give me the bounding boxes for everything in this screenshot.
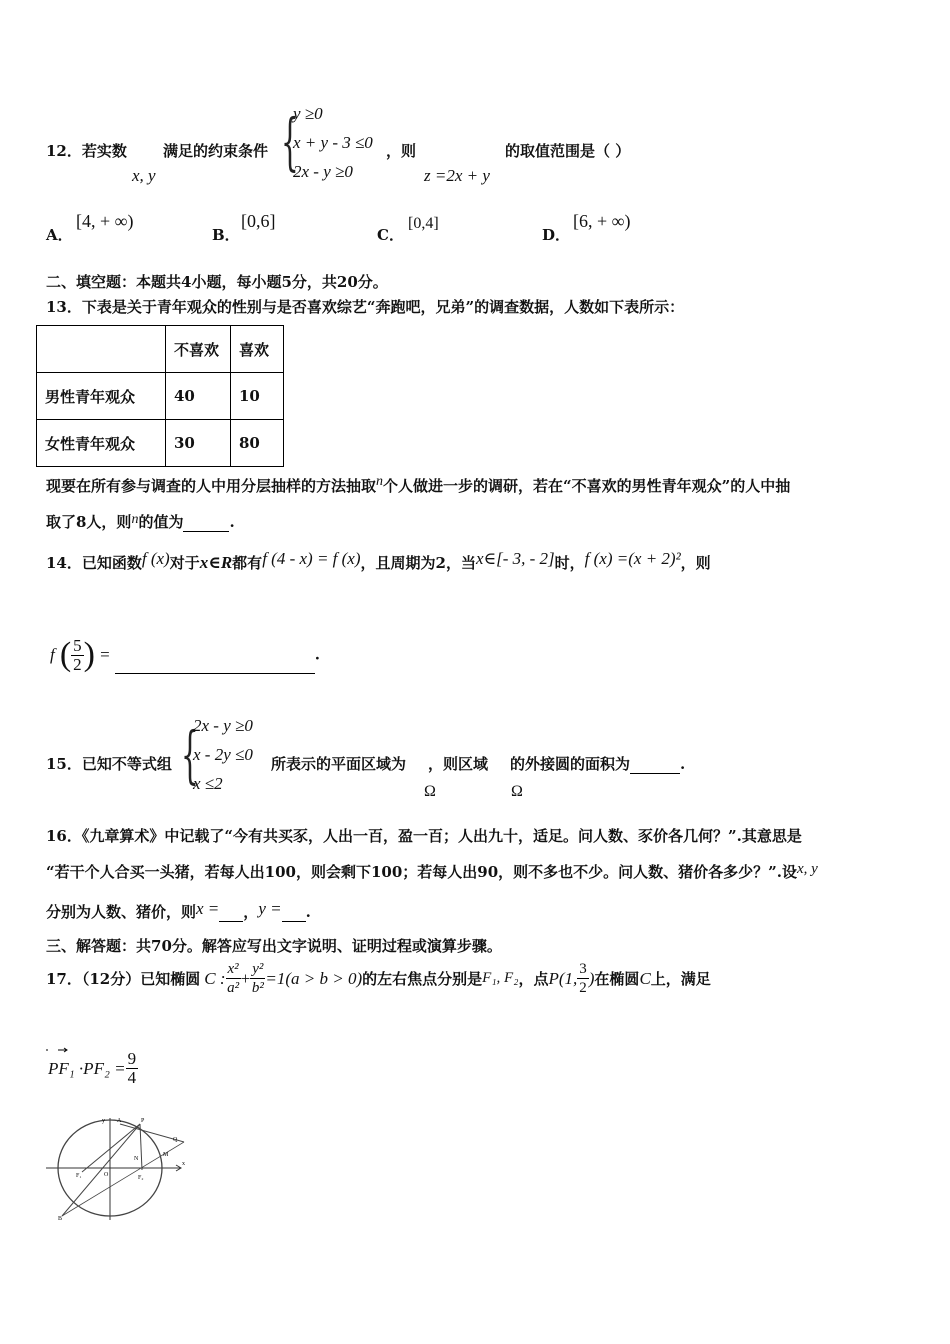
q15-omega-2: Ω [511, 783, 523, 800]
q17-point-close: ) [588, 968, 595, 988]
q12-option-a-value: [4, + ∞) [76, 211, 134, 231]
q17-frac-x [226, 960, 241, 997]
q14-f-sym: f [50, 645, 55, 664]
q13-answer-blank[interactable] [183, 517, 229, 532]
q15-constraint-1: 2x - y ≥0 [193, 716, 253, 735]
q14-t2: 都有 [232, 554, 263, 572]
q12-lead: 12．若实数 [46, 142, 127, 160]
q17-p-den: 2 [579, 980, 587, 996]
q17-dot-frac [126, 1050, 139, 1087]
q17-lead: 17．（12分）已知椭圆 [46, 970, 201, 988]
q12-vars: x, y [132, 166, 156, 185]
q14-t3: ，且周期为2，当 [360, 554, 476, 572]
q13-line1 [46, 474, 790, 496]
q16-end: . [305, 903, 311, 921]
table-cell: 80 [231, 420, 284, 467]
q16-vars: x, y [796, 861, 818, 877]
q14-t4: 时， [554, 554, 585, 572]
q15-answer-blank[interactable] [630, 759, 680, 774]
q17-foci: F₁, F₂ [482, 970, 519, 986]
q17-point-p: P(1, [548, 968, 578, 988]
q13-end: . [229, 513, 235, 531]
q14-fraction [71, 637, 84, 674]
q14-paren-open: ( [59, 636, 72, 673]
q12-option-a-label: A． [46, 226, 73, 244]
table-cell: 女性青年观众 [37, 420, 166, 467]
q17-ellipse-c: C : [204, 968, 226, 988]
q13-line1-b: 个人做进一步的调研，若在“不喜欢的男性青年观众”的人中抽 [383, 477, 791, 495]
q14-t1: 对于 [169, 554, 200, 572]
q17-plus: + [240, 968, 251, 988]
q17-y2: y² [252, 961, 264, 977]
q12-option-c-label: C． [377, 226, 404, 244]
q15-constraint-2: x - 2y ≤0 [193, 745, 253, 764]
q17-dot-den: 4 [127, 1068, 137, 1087]
q16-y-blank[interactable] [282, 907, 306, 922]
q12-constraint-1: y ≥0 [293, 104, 323, 123]
q17-p-num: 3 [579, 961, 587, 977]
label-q: Q [173, 1137, 178, 1143]
q14-frac-num: 5 [73, 635, 82, 655]
q17-frac-p [577, 960, 589, 997]
label-f2: F₂ [138, 1175, 144, 1181]
table-cell: 30 [166, 420, 231, 467]
q17-dot-num: 9 [127, 1049, 137, 1068]
q12-brace: { [281, 105, 299, 178]
q13-line2-a: 取了8人，则 [46, 513, 132, 531]
q15-t1: 所表示的平面区域为 [271, 755, 407, 773]
table-header-cell [37, 326, 166, 373]
table-cell: 10 [231, 373, 284, 420]
q15-omega-1: Ω [424, 783, 436, 800]
q13-n-var-2: n [131, 512, 139, 527]
q14-eq: f (4 - x) = f (x) [262, 549, 361, 568]
line-f1p [82, 1124, 140, 1172]
q17-x2: x² [227, 961, 239, 977]
table-cell: 40 [166, 373, 231, 420]
label-a: A [117, 1118, 122, 1124]
table-row [37, 326, 284, 373]
q12-z-expr: z =2x + y [424, 166, 490, 185]
q14-interval: x∈[- 3, - 2] [475, 549, 555, 568]
q14-paren-close: ) [83, 636, 95, 673]
section2-heading: 二、填空题：本题共4小题，每小题5分，共20分。 [46, 273, 388, 291]
q16-line3-a: 分别为人数、猪价，则 [46, 903, 197, 921]
q17-t1: 的左右焦点分别是 [362, 970, 483, 988]
q17-t2: ，点 [518, 970, 549, 988]
survey-table [36, 325, 284, 467]
q16-line1: 16．《九章算术》中记载了“今有共买豕，人出一百，盈一百；人出九十，适足。问人数、豕价各几何？”.其意思是 [46, 827, 802, 845]
q14-x-in-r: x∈R [199, 553, 233, 572]
q12-option-b-label: B． [212, 226, 240, 244]
q13-n-var: n [376, 474, 384, 489]
q16-y-eq: y = [258, 899, 282, 918]
q14-answer-blank[interactable] [115, 647, 315, 674]
q17-cond: =1(a > b > 0) [265, 968, 363, 988]
q17-b2: b² [251, 980, 264, 996]
label-b: B [58, 1216, 63, 1222]
ellipse-figure [42, 1112, 192, 1224]
line-pf2 [140, 1124, 142, 1170]
q14-end: . [314, 645, 320, 664]
q15-t3: 的外接圆的面积为 [510, 755, 631, 773]
label-m: M [163, 1152, 169, 1158]
label-x: x [182, 1161, 185, 1167]
q15-text [271, 753, 685, 774]
q16-x-eq: x = [196, 899, 220, 918]
q13-lead: 13．下表是关于青年观众的性别与是否喜欢综艺“奔跑吧，兄弟”的调查数据，人数如下表所示： [46, 298, 685, 316]
table-row [37, 373, 284, 420]
q15-constraint-3: x ≤2 [193, 774, 223, 793]
q14-t5: ，则 [680, 554, 711, 572]
table-header-cell: 不喜欢 [166, 326, 231, 373]
q16-x-blank[interactable] [219, 907, 243, 922]
table-header-cell: 喜欢 [231, 326, 284, 373]
q14-fdef: f (x) =(x + 2)² [584, 549, 681, 568]
q12-constraint-3: 2x - y ≥0 [293, 162, 353, 181]
q12-tail: 的取值范围是（ ） [505, 142, 631, 160]
label-y: y [102, 1118, 105, 1124]
q14-eq-sign: = [100, 645, 110, 664]
q16-line2 [46, 861, 818, 882]
q17-t4: 上，满足 [650, 970, 711, 988]
q14-frac-den: 2 [73, 654, 82, 674]
q17-c: C [639, 968, 651, 988]
q17-dot-product [48, 1050, 138, 1087]
q16-sep: ， [243, 903, 259, 921]
q13-line2 [46, 511, 235, 532]
q14-lead: 14．已知函数 [46, 554, 142, 572]
q16-line3 [46, 899, 311, 922]
vector-arrows [44, 1046, 74, 1054]
line-ab [62, 1124, 140, 1216]
label-o: O [104, 1172, 109, 1178]
q12-mid: 满足的约束条件 [163, 142, 269, 160]
label-p: P [141, 1118, 145, 1124]
q12-constraint-2: x + y - 3 ≤0 [293, 133, 373, 152]
q15-t2: ，则区域 [428, 755, 489, 773]
q17-t3: 在椭圆 [594, 970, 640, 988]
q13-line2-b: 的值为 [138, 513, 184, 531]
q16-line2-text: “若干个人合买一头猪，若每人出100，则会剩下100；若每人出90，则不多也不少。问人数、猪价各多少？”.设 [46, 863, 797, 881]
q17-a2: a² [227, 980, 240, 996]
q17-dot-lhs: PF₁ ·PF₂ = [48, 1058, 126, 1078]
q12-then: ，则 [386, 142, 417, 160]
q14-line [46, 549, 711, 573]
section3-heading: 三、解答题：共70分。解答应写出文字说明、证明过程或演算步骤。 [46, 937, 502, 955]
table-cell: 男性青年观众 [37, 373, 166, 420]
q15-end: . [680, 755, 686, 773]
q12-option-b-value: [0,6] [241, 211, 276, 231]
q12-option-c-value: [0,4] [408, 215, 439, 232]
q13-line1-a: 现要在所有参与调查的人中用分层抽样的方法抽取 [46, 477, 377, 495]
q15-lead: 15．已知不等式组 [46, 755, 172, 773]
table-row [37, 420, 284, 467]
q15-brace: { [181, 718, 199, 791]
q14-answer-line [50, 636, 320, 674]
q17-frac-y [250, 960, 265, 997]
q14-fx: f (x) [141, 549, 170, 568]
q12-option-d-label: D． [542, 226, 571, 244]
label-f1: F₁ [76, 1173, 82, 1179]
label-n: N [134, 1156, 139, 1162]
q17-line [46, 960, 711, 997]
q12-option-d-value: [6, + ∞) [573, 211, 631, 231]
